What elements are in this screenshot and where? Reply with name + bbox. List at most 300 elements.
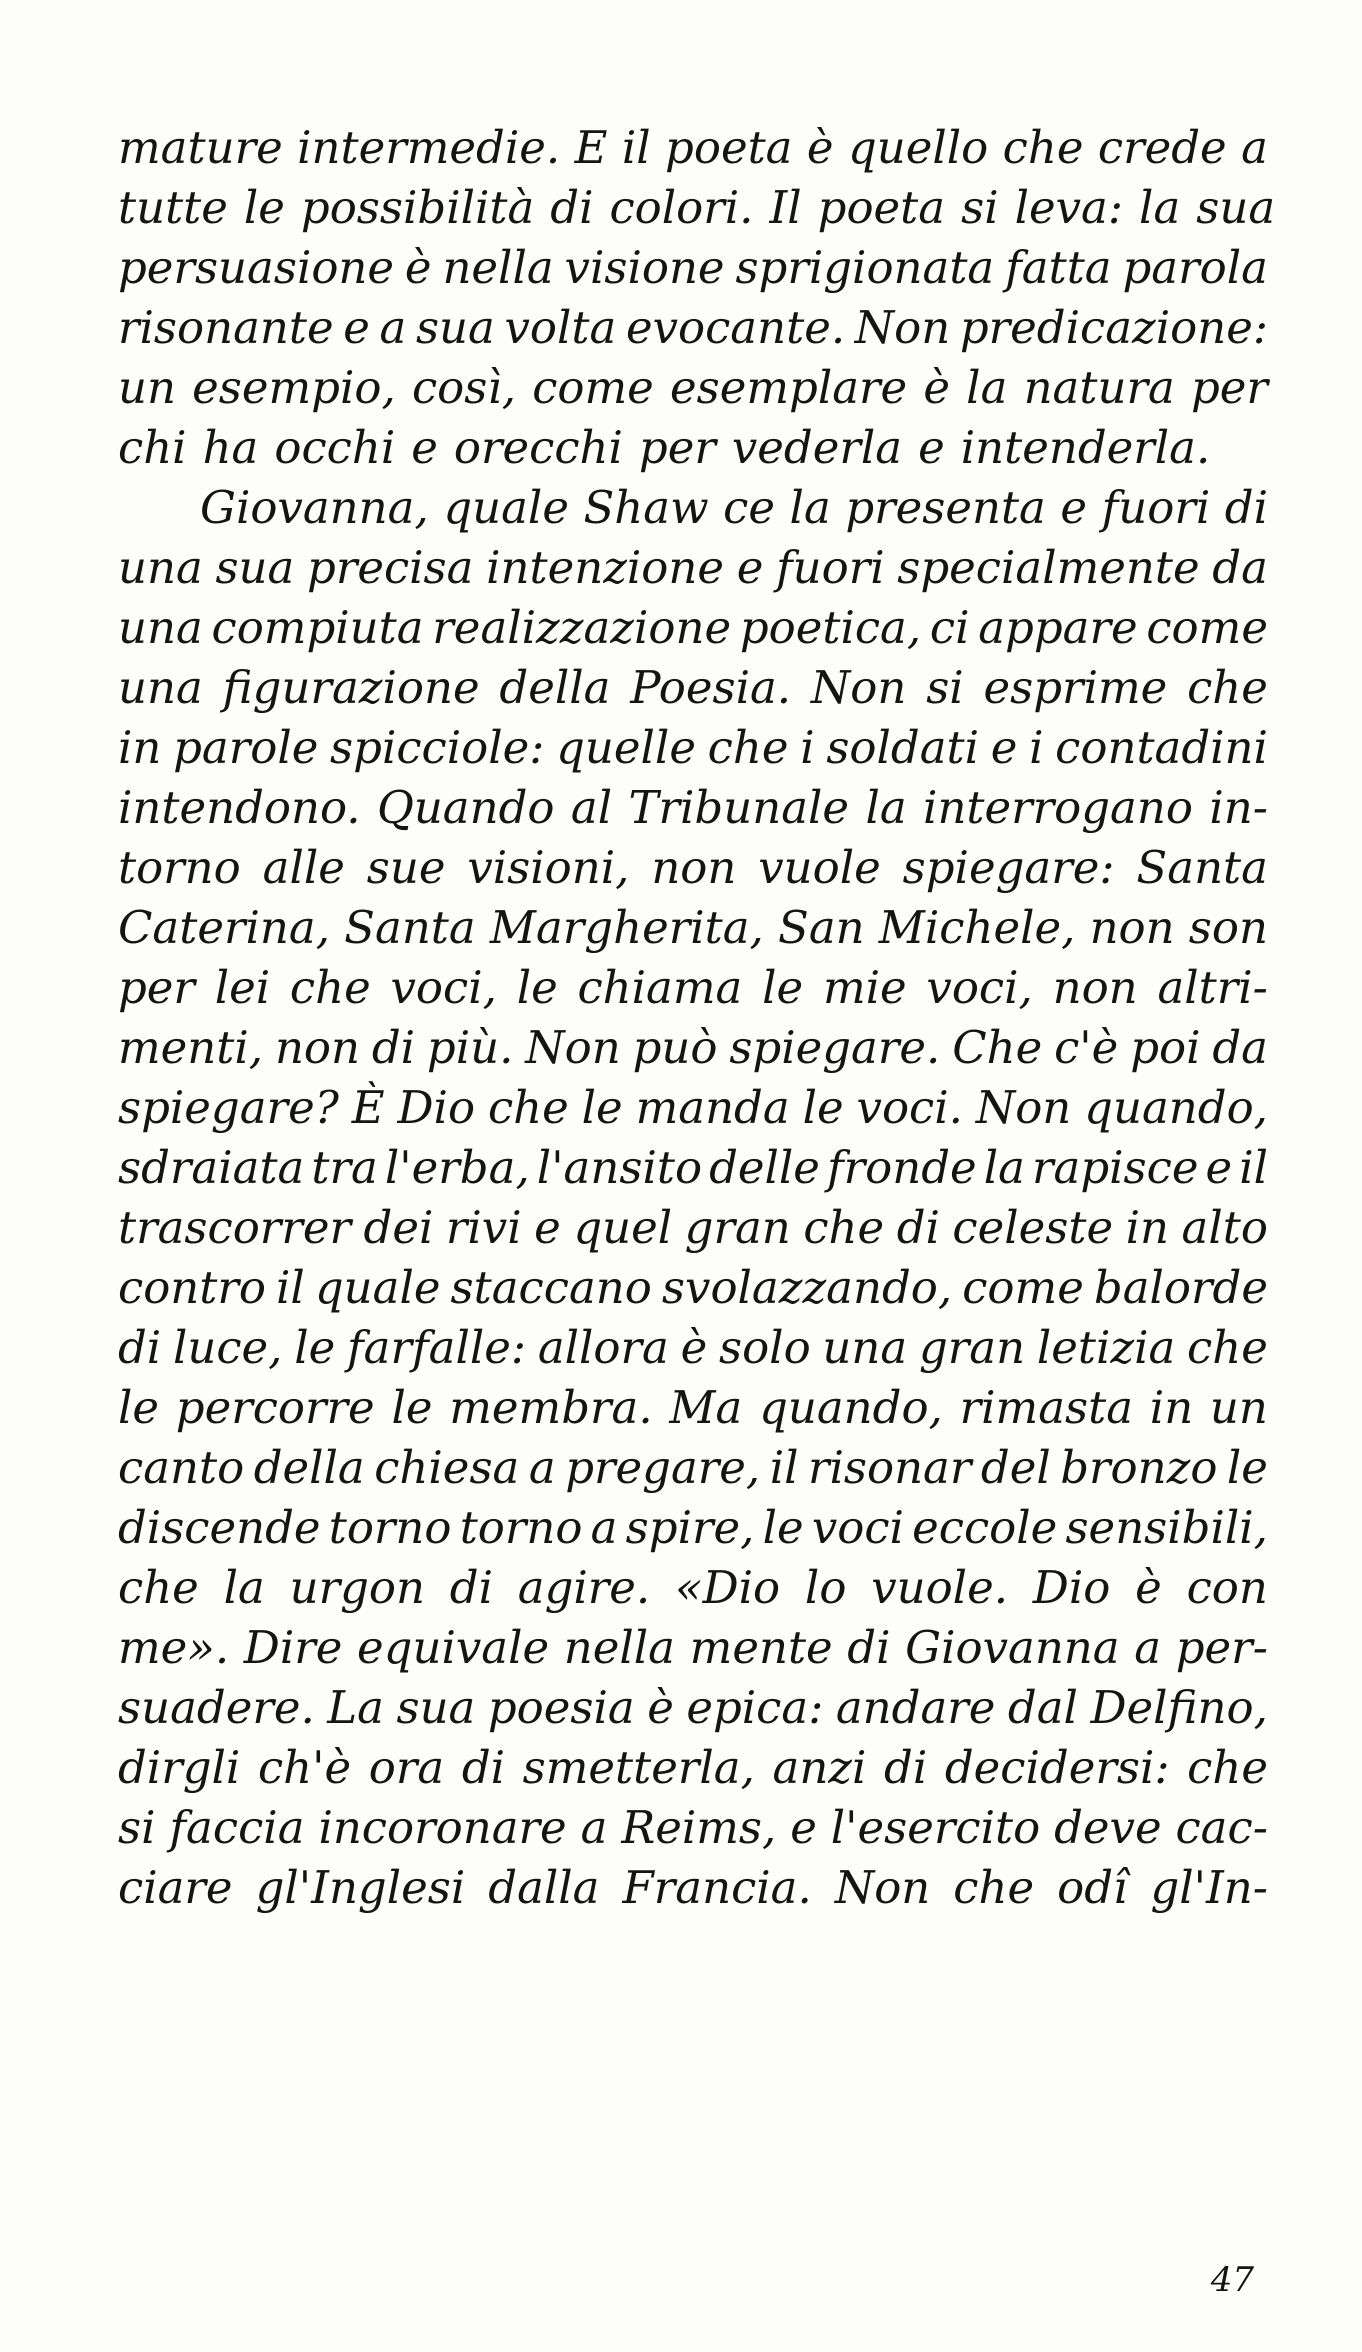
word: spiegare? <box>118 1081 339 1134</box>
text-line <box>118 178 1276 238</box>
word: voci, <box>926 961 1033 1014</box>
word: trascorrer <box>118 1201 351 1254</box>
word: evocante. <box>625 301 846 354</box>
word: spire, <box>625 1501 755 1554</box>
word: menti, <box>118 1021 264 1074</box>
word: specialmente <box>897 541 1200 594</box>
word: ci <box>929 601 970 654</box>
word: manda <box>635 1081 790 1134</box>
word: sensibili, <box>1065 1501 1268 1554</box>
word: faccia <box>169 1801 305 1854</box>
word: Giovanna <box>905 1621 1120 1674</box>
word: che <box>953 1861 1035 1914</box>
word: son <box>1188 901 1268 954</box>
text-line <box>118 1378 1268 1438</box>
text-line <box>118 838 1268 898</box>
word: gran <box>918 1321 1026 1374</box>
word: intenderla. <box>960 421 1211 474</box>
word: quale <box>443 481 569 534</box>
word: predicazione: <box>959 301 1268 354</box>
word: nella <box>563 1621 676 1674</box>
word: nella <box>442 241 554 294</box>
word: quello <box>847 121 989 174</box>
word: precisa <box>307 541 474 594</box>
word: urgon <box>289 1561 425 1614</box>
word: poesia <box>487 1681 635 1734</box>
text-line <box>118 298 1268 358</box>
word: è <box>1135 1561 1162 1614</box>
word: e <box>736 541 764 594</box>
word: una <box>822 1321 908 1374</box>
word: sua <box>1196 181 1276 234</box>
word: sua <box>415 301 495 354</box>
word: vederla <box>731 421 903 474</box>
word: voci <box>811 1501 904 1554</box>
word: la <box>865 781 907 834</box>
word: come <box>532 361 654 414</box>
word: per <box>638 421 716 474</box>
word: l'ansito <box>536 1141 703 1194</box>
word: con <box>1186 1561 1268 1614</box>
word: celeste <box>952 1201 1114 1254</box>
text-line <box>118 1798 1268 1858</box>
word: torno <box>328 1501 452 1554</box>
word: ch'è <box>257 1741 352 1794</box>
text-line <box>118 1498 1268 1558</box>
word: poeta <box>817 181 946 234</box>
word: ora <box>368 1741 445 1794</box>
word: le <box>581 1081 623 1134</box>
word: un <box>118 361 176 414</box>
word: di <box>884 1741 928 1794</box>
word: esempio, <box>192 361 396 414</box>
word: quale <box>314 1261 441 1314</box>
text-line <box>118 1138 1268 1198</box>
text-line <box>118 778 1268 838</box>
word: il <box>276 1261 305 1314</box>
word: Non <box>975 1081 1072 1134</box>
word: in- <box>1209 781 1268 834</box>
word: come <box>1146 601 1268 654</box>
word: solo <box>719 1321 811 1374</box>
word: di <box>461 1741 506 1794</box>
word: colori. <box>609 181 754 234</box>
word: è <box>404 241 432 294</box>
word: le <box>294 1321 336 1374</box>
word: di <box>847 1621 891 1674</box>
word: della <box>499 661 611 714</box>
word: canto <box>118 1441 245 1494</box>
text-line <box>118 538 1268 598</box>
word: «Dio <box>675 1561 781 1614</box>
word: torno <box>459 1501 583 1554</box>
word: E <box>574 121 608 174</box>
word: sprigionata <box>735 241 995 294</box>
word: a <box>590 1501 618 1554</box>
word: sdraiata <box>118 1141 305 1194</box>
word: possibilità <box>300 181 535 234</box>
word: la <box>1139 181 1181 234</box>
word: farfalle: <box>347 1321 527 1374</box>
word: le <box>802 1081 844 1134</box>
word: in <box>118 721 162 774</box>
word: e <box>918 421 945 474</box>
text-line <box>118 1738 1268 1798</box>
text-line <box>118 658 1268 718</box>
word: il <box>621 121 651 174</box>
word: di <box>896 1201 940 1254</box>
word: mie <box>822 961 907 1014</box>
word: e <box>343 301 370 354</box>
word: alle <box>262 841 345 894</box>
word: le <box>118 1381 160 1434</box>
word: Reims, <box>621 1801 777 1854</box>
word: visione <box>564 241 725 294</box>
word: cac- <box>1175 1801 1268 1854</box>
word: i <box>1029 721 1044 774</box>
word: fuori <box>1101 481 1211 534</box>
word: mature <box>118 121 283 174</box>
word: deve <box>1054 1801 1162 1854</box>
word: epica: <box>686 1681 824 1734</box>
word: parola <box>1122 241 1268 294</box>
word: a <box>1134 1621 1162 1674</box>
word: quando, <box>759 1381 943 1434</box>
text-line <box>118 1438 1268 1498</box>
word: pregare, <box>565 1441 761 1494</box>
word: c'è <box>1054 1021 1119 1074</box>
word: che <box>1187 661 1268 714</box>
text-line <box>118 1258 1268 1318</box>
word: le <box>1226 1441 1268 1494</box>
word: andare <box>835 1681 996 1734</box>
word: vuole <box>758 841 881 894</box>
word: incoronare <box>318 1801 567 1854</box>
text-line <box>118 1858 1268 1918</box>
text-line <box>118 1618 1268 1678</box>
word: le <box>762 1501 804 1554</box>
word: una <box>118 541 203 594</box>
text-line <box>118 1078 1268 1138</box>
word: per- <box>1175 1621 1268 1674</box>
word: Poesia. <box>630 661 792 714</box>
word: leva: <box>1014 181 1124 234</box>
word: per <box>1190 361 1268 414</box>
word: di <box>118 1321 162 1374</box>
word: poetica, <box>739 601 922 654</box>
word: spicciole: <box>330 721 545 774</box>
word: e <box>411 421 438 474</box>
word: è <box>680 1321 708 1374</box>
word: così, <box>411 361 517 414</box>
word: sua <box>215 541 295 594</box>
word: intendono. <box>118 781 361 834</box>
word: Non <box>810 661 907 714</box>
text-line <box>118 1678 1268 1738</box>
word: delle <box>709 1141 820 1194</box>
word: e <box>790 1801 817 1854</box>
text-line <box>118 118 1268 178</box>
word: odî <box>1057 1861 1128 1914</box>
word: esprime <box>983 661 1168 714</box>
word: che <box>1187 1321 1268 1374</box>
word: persuasione <box>118 241 395 294</box>
word: balorde <box>1093 1261 1268 1314</box>
word: intermedie. <box>297 121 561 174</box>
text-line <box>118 958 1268 1018</box>
word: chiama <box>577 961 743 1014</box>
word: Tribunale <box>628 781 850 834</box>
word: quando, <box>1084 1081 1268 1134</box>
word: si <box>118 1801 156 1854</box>
word: la <box>983 1141 1025 1194</box>
word: sue <box>366 841 446 894</box>
word: figurazione <box>222 661 480 714</box>
word: poeta <box>665 121 793 174</box>
text-line <box>118 898 1268 958</box>
word: percorre <box>175 1381 375 1434</box>
text-line <box>118 1558 1268 1618</box>
word: le <box>243 181 285 234</box>
word: gl'Inglesi <box>255 1861 466 1914</box>
word: risonar <box>807 1441 972 1494</box>
word: il <box>769 1441 799 1494</box>
word: e <box>1205 1141 1233 1194</box>
word: che <box>487 1081 569 1134</box>
word: di <box>449 1561 493 1614</box>
word: dei <box>363 1201 434 1254</box>
word: non <box>274 1021 360 1074</box>
text-line <box>118 598 1268 658</box>
word: anzi <box>772 1741 867 1794</box>
word: contadini <box>1055 721 1268 774</box>
word: poi <box>1130 1021 1201 1074</box>
word: membra. <box>449 1381 653 1434</box>
word: Il <box>769 181 802 234</box>
word: da <box>1212 541 1268 594</box>
word: occhi <box>274 421 396 474</box>
word: Dio <box>1032 1561 1111 1614</box>
word: del <box>980 1441 1051 1494</box>
word: rivi <box>445 1201 522 1254</box>
word: La <box>327 1681 384 1734</box>
word: luce, <box>172 1321 283 1374</box>
word: fatta <box>1005 241 1112 294</box>
text-line <box>118 358 1268 418</box>
word: fuori <box>775 541 885 594</box>
word: altri- <box>1157 961 1268 1014</box>
word: rapisce <box>1032 1141 1199 1194</box>
word: e <box>990 721 1018 774</box>
word: può <box>632 1021 718 1074</box>
word: volta <box>504 301 617 354</box>
word: mente <box>689 1621 833 1674</box>
word: Delfino, <box>1090 1681 1268 1734</box>
word: Francia. <box>622 1861 812 1914</box>
word: al <box>570 781 613 834</box>
word: presenta <box>845 481 1046 534</box>
word: da <box>1212 1021 1268 1074</box>
word: svolazzando, <box>661 1261 953 1314</box>
word: Giovanna, <box>200 481 429 534</box>
word: è <box>647 1681 674 1734</box>
word: la <box>789 481 831 534</box>
word: a <box>580 1801 608 1854</box>
word: di <box>550 181 594 234</box>
word: alto <box>1181 1201 1268 1254</box>
word: voci, <box>390 961 497 1014</box>
word: è <box>923 361 950 414</box>
word: soldati <box>826 721 980 774</box>
word: che <box>289 961 371 1014</box>
word: tra <box>311 1141 378 1194</box>
word: la <box>966 361 1008 414</box>
word: le <box>516 961 558 1014</box>
word: quelle <box>556 721 696 774</box>
word: eccole <box>912 1501 1058 1554</box>
word: Dio <box>397 1081 476 1134</box>
word: le <box>762 961 804 1014</box>
word: suadere. <box>118 1681 315 1734</box>
word: come <box>962 1261 1084 1314</box>
word: staccano <box>450 1261 652 1314</box>
word: più. <box>426 1021 514 1074</box>
word: le <box>391 1381 433 1434</box>
word: che <box>803 1201 885 1254</box>
word: a <box>1241 121 1268 174</box>
word: ha <box>202 421 259 474</box>
word: esemplare <box>669 361 908 414</box>
word: lei <box>214 961 271 1014</box>
word: dal <box>1007 1681 1078 1734</box>
word: che <box>1002 121 1084 174</box>
text-line <box>118 1198 1268 1258</box>
word: dirgli <box>118 1741 241 1794</box>
word: spiegare. <box>729 1021 941 1074</box>
word: un <box>1209 1381 1268 1434</box>
word: che <box>1187 1741 1268 1794</box>
word: la <box>223 1561 265 1614</box>
text-line <box>118 418 1268 478</box>
word: risonante <box>118 301 334 354</box>
word: gl'In- <box>1150 1861 1268 1914</box>
word: Non <box>525 1021 621 1074</box>
word: che <box>707 721 789 774</box>
word: ce <box>723 481 776 534</box>
word: visioni, <box>467 841 630 894</box>
word: Santa <box>344 901 476 954</box>
word: intenzione <box>486 541 725 594</box>
word: Margherita, <box>489 901 764 954</box>
word: crede <box>1097 121 1227 174</box>
word: si <box>926 661 964 714</box>
word: l'esercito <box>830 1801 1041 1854</box>
word: bronzo <box>1060 1441 1218 1494</box>
word: di <box>1224 481 1268 534</box>
word: sua <box>396 1681 476 1734</box>
word: interrogano <box>923 781 1193 834</box>
word: Quando <box>376 781 555 834</box>
word: non <box>651 841 737 894</box>
text-line <box>118 238 1268 298</box>
word: Shaw <box>583 481 709 534</box>
text-line <box>118 1018 1268 1078</box>
word: agire. <box>517 1561 651 1614</box>
word: Michele, <box>878 901 1076 954</box>
word: non <box>1089 901 1175 954</box>
word: tutte <box>118 181 228 234</box>
word: gran <box>684 1201 791 1254</box>
word: discende <box>118 1501 321 1554</box>
word: della <box>253 1441 365 1494</box>
word: quel <box>573 1201 673 1254</box>
page-number: 47 <box>1210 2260 1254 2300</box>
word: si <box>961 181 999 234</box>
word: a <box>379 301 407 354</box>
word: non <box>1052 961 1138 1014</box>
word: in <box>1125 1201 1169 1254</box>
word: rimasta <box>959 1381 1134 1434</box>
word: compiuta <box>211 601 424 654</box>
word: Caterina, <box>118 901 330 954</box>
word: vuole. <box>871 1561 1009 1614</box>
word: natura <box>1023 361 1175 414</box>
word: smetterla, <box>522 1741 755 1794</box>
word: Che <box>952 1021 1043 1074</box>
word: Ma <box>669 1381 743 1434</box>
word: e <box>534 1201 561 1254</box>
word: Non <box>854 301 951 354</box>
word: che <box>118 1561 199 1614</box>
text-line <box>118 478 1268 538</box>
text-line <box>118 718 1268 778</box>
word: chi <box>118 421 187 474</box>
word: lo <box>804 1561 847 1614</box>
word: di <box>371 1021 416 1074</box>
word: È <box>351 1081 385 1134</box>
word: Dire <box>243 1621 343 1674</box>
word: letizia <box>1036 1321 1176 1374</box>
word: è <box>806 121 834 174</box>
word: dalla <box>488 1861 600 1914</box>
word: il <box>1239 1141 1268 1194</box>
word: appare <box>978 601 1138 654</box>
word: Santa <box>1136 841 1268 894</box>
word: orecchi <box>453 421 623 474</box>
word: fronde <box>826 1141 977 1194</box>
word: i <box>800 721 815 774</box>
word: equivale <box>357 1621 550 1674</box>
word: spiegare: <box>902 841 1115 894</box>
word: allora <box>537 1321 669 1374</box>
word: realizzazione <box>432 601 732 654</box>
word: parole <box>173 721 319 774</box>
word: ciare <box>118 1861 233 1914</box>
word: per <box>118 961 195 1014</box>
word: Non <box>834 1861 931 1914</box>
word: una <box>118 661 203 714</box>
word: voci. <box>856 1081 963 1134</box>
word: in <box>1149 1381 1194 1434</box>
text-line <box>118 1318 1268 1378</box>
word: l'erba, <box>384 1141 530 1194</box>
word: San <box>778 901 865 954</box>
word: torno <box>118 841 241 894</box>
word: contro <box>118 1261 266 1314</box>
word: decidersi: <box>944 1741 1170 1794</box>
word: chiesa <box>374 1441 520 1494</box>
word: a <box>528 1441 556 1494</box>
